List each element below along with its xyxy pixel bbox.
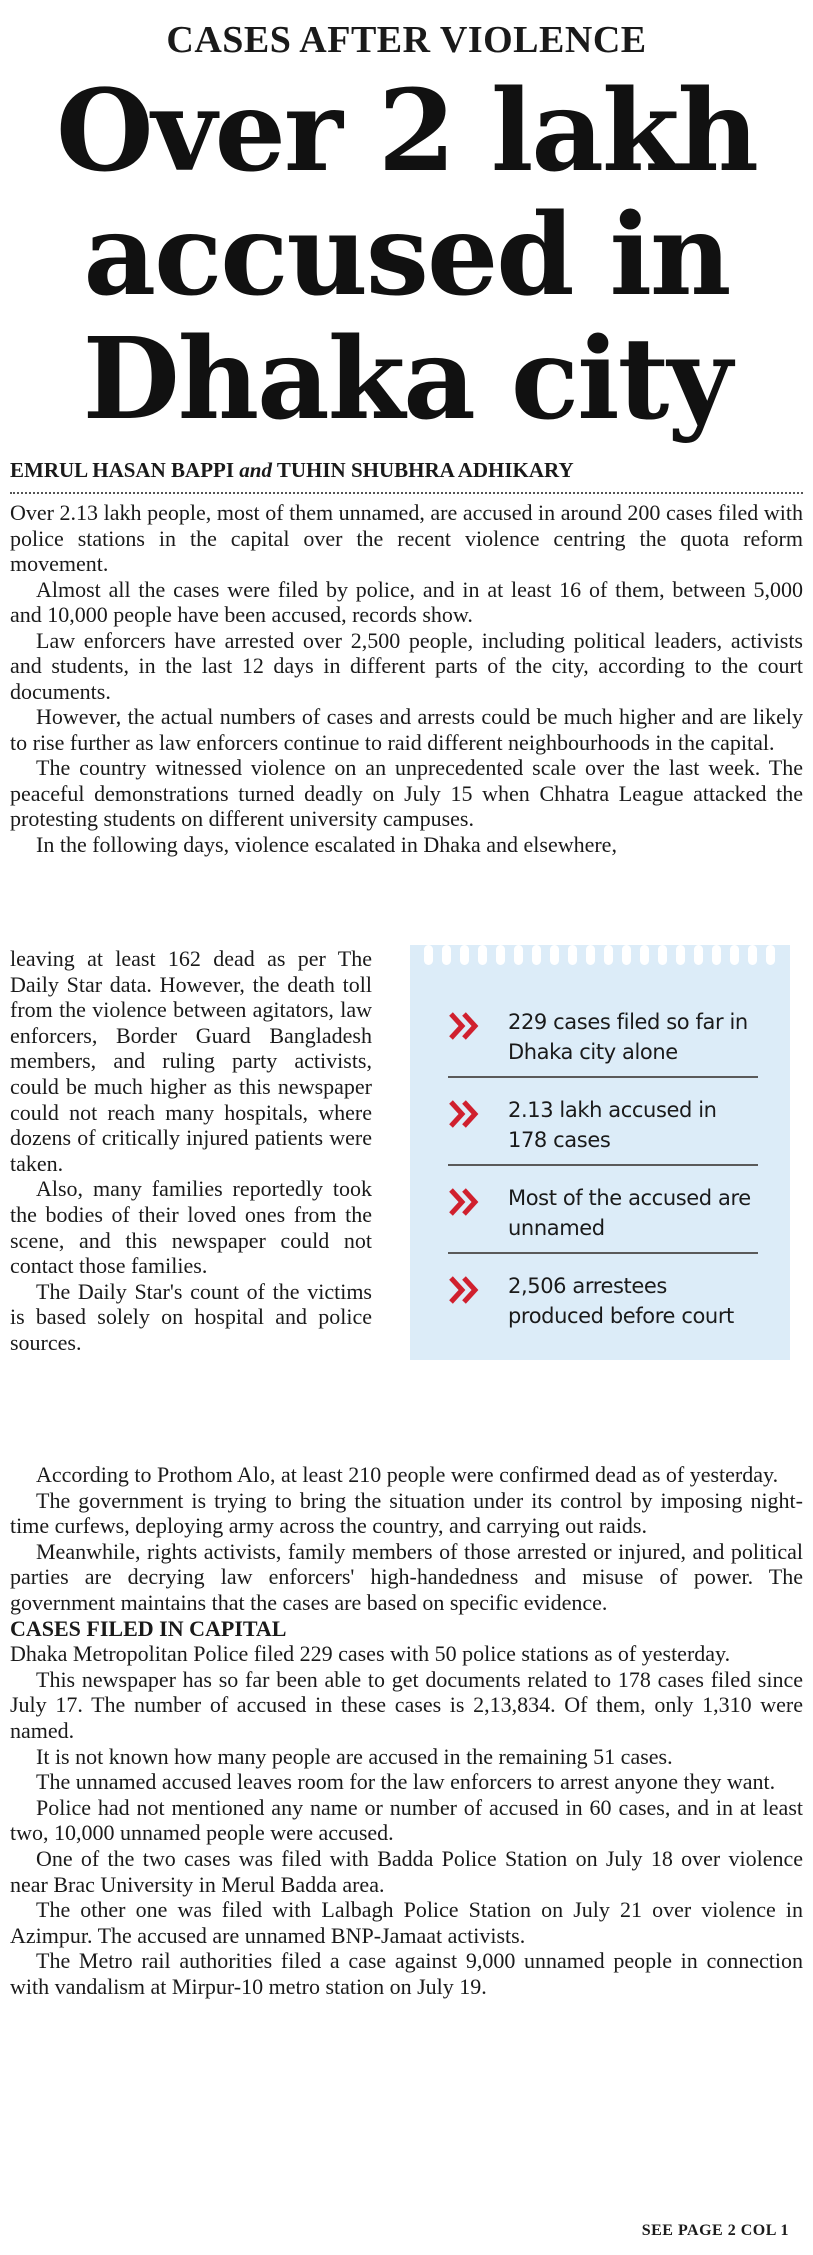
paragraph: Meanwhile, rights activists, family members of those arrested or injured, and political parties are decrying law enforcers' high-handedness and misuse of power. The government maintains that the cases are based on specific evidence. xyxy=(10,1538,803,1615)
headline-line-2: accused in xyxy=(83,190,730,321)
paragraph: The Daily Star's count of the victims is based solely on hospital and police sources. xyxy=(10,1278,372,1355)
article-body-top xyxy=(10,500,803,857)
byline xyxy=(10,458,803,483)
fact-divider xyxy=(448,1076,758,1078)
paragraph: Almost all the cases were filed by police, and in at least 16 of them, between 5,000 and 10,000 people have been accused, records show. xyxy=(10,576,803,627)
paragraph: leaving at least 162 dead as per The Daily Star data. However, the death toll from the violence between agitators, law enforcers, Border Guard Bangladesh members, and ruling party activists, could be much higher as this newspaper could not reach many hospitals, where dozens of critically injured patients were taken. xyxy=(10,946,372,1176)
paragraph: The country witnessed violence on an unprecedented scale over the last week. The peaceful demonstrations turned deadly on July 15 when Chhatra League attacked the protesting students on different university campuses. xyxy=(10,755,803,831)
double-chevron-right-icon xyxy=(448,1187,482,1217)
fact-box xyxy=(410,945,790,1360)
fact-text: 2,506 arrestees produced before court xyxy=(508,1274,734,1328)
headline-line-3: Dhaka city xyxy=(82,314,731,445)
paragraph: In the following days, violence escalated in Dhaka and elsewhere, xyxy=(36,831,617,857)
dotted-divider xyxy=(10,492,803,494)
author-1: EMRUL HASAN BAPPI xyxy=(10,458,235,482)
paragraph: Over 2.13 lakh people, most of them unnamed, are accused in around 200 cases filed with police stations in the capital over the recent violence centring the quota reform movement. xyxy=(10,500,803,576)
newspaper-page xyxy=(10,0,803,2255)
kicker: CASES AFTER VIOLENCE xyxy=(166,19,647,61)
fact-text: 2.13 lakh accused in 178 cases xyxy=(508,1098,717,1152)
headline-line-1: Over 2 lakh xyxy=(56,66,757,197)
paragraph: The Metro rail authorities filed a case against 9,000 unnamed people in connection with vandalism at Mirpur-10 metro station on July 19. xyxy=(10,1948,803,1999)
paragraph: One of the two cases was filed with Badda Police Station on July 18 over violence near Brac University in Merul Badda area. xyxy=(10,1845,803,1897)
continuation-jump: SEE PAGE 2 COL 1 xyxy=(641,2222,789,2239)
paragraph: However, the actual numbers of cases and arrests could be much higher and are likely to rise further as law enforcers continue to raid different neighbourhoods in the capital. xyxy=(10,704,803,755)
paragraph: Law enforcers have arrested over 2,500 people, including political leaders, activists and students, in the last 12 days in different parts of the city, according to the court documents. xyxy=(10,627,803,704)
paragraph: The other one was filed with Lalbagh Police Station on July 21 over violence in Azimpur. The accused are unnamed BNP-Jamaat activists. xyxy=(10,1897,803,1948)
article-body-bottom xyxy=(10,1462,803,1999)
fact-text: 229 cases filed so far in Dhaka city alone xyxy=(508,1010,748,1064)
paragraph: It is not known how many people are accused in the remaining 51 cases. xyxy=(36,1743,673,1769)
double-chevron-right-icon xyxy=(448,1099,482,1129)
paragraph: This newspaper has so far been able to get documents related to 178 cases filed since July 17. The number of accused in these cases is 2,13,834. Of them, only 1,310 were named. xyxy=(10,1666,803,1743)
fact-divider xyxy=(448,1252,758,1254)
paragraph: Dhaka Metropolitan Police filed 229 cases with 50 police stations as of yesterday. xyxy=(10,1641,731,1667)
double-chevron-right-icon xyxy=(448,1011,482,1041)
article-body-narrow xyxy=(10,946,372,1356)
fact-divider xyxy=(448,1164,758,1166)
headline xyxy=(10,66,803,445)
scalloped-edge xyxy=(410,945,790,979)
section-subhead: CASES FILED IN CAPITAL xyxy=(10,1615,287,1641)
byline-and: and xyxy=(239,458,272,482)
paragraph: According to Prothom Alo, at least 210 people were confirmed dead as of yesterday. xyxy=(36,1462,779,1487)
paragraph: The unnamed accused leaves room for the law enforcers to arrest anyone they want. xyxy=(36,1769,776,1795)
paragraph: Police had not mentioned any name or number of accused in 60 cases, and in at least two, 10,000 unnamed people were accused. xyxy=(10,1794,803,1846)
paragraph: The government is trying to bring the situation under its control by imposing night-time curfews, deploying army across the country, and carrying out raids. xyxy=(10,1487,803,1539)
double-chevron-right-icon xyxy=(448,1275,482,1305)
paragraph: Also, many families reportedly took the bodies of their loved ones from the scene, and this newspaper could not contact those families. xyxy=(10,1176,372,1279)
fact-text: Most of the accused are unnamed xyxy=(508,1186,751,1240)
author-2: TUHIN SHUBHRA ADHIKARY xyxy=(276,458,574,482)
